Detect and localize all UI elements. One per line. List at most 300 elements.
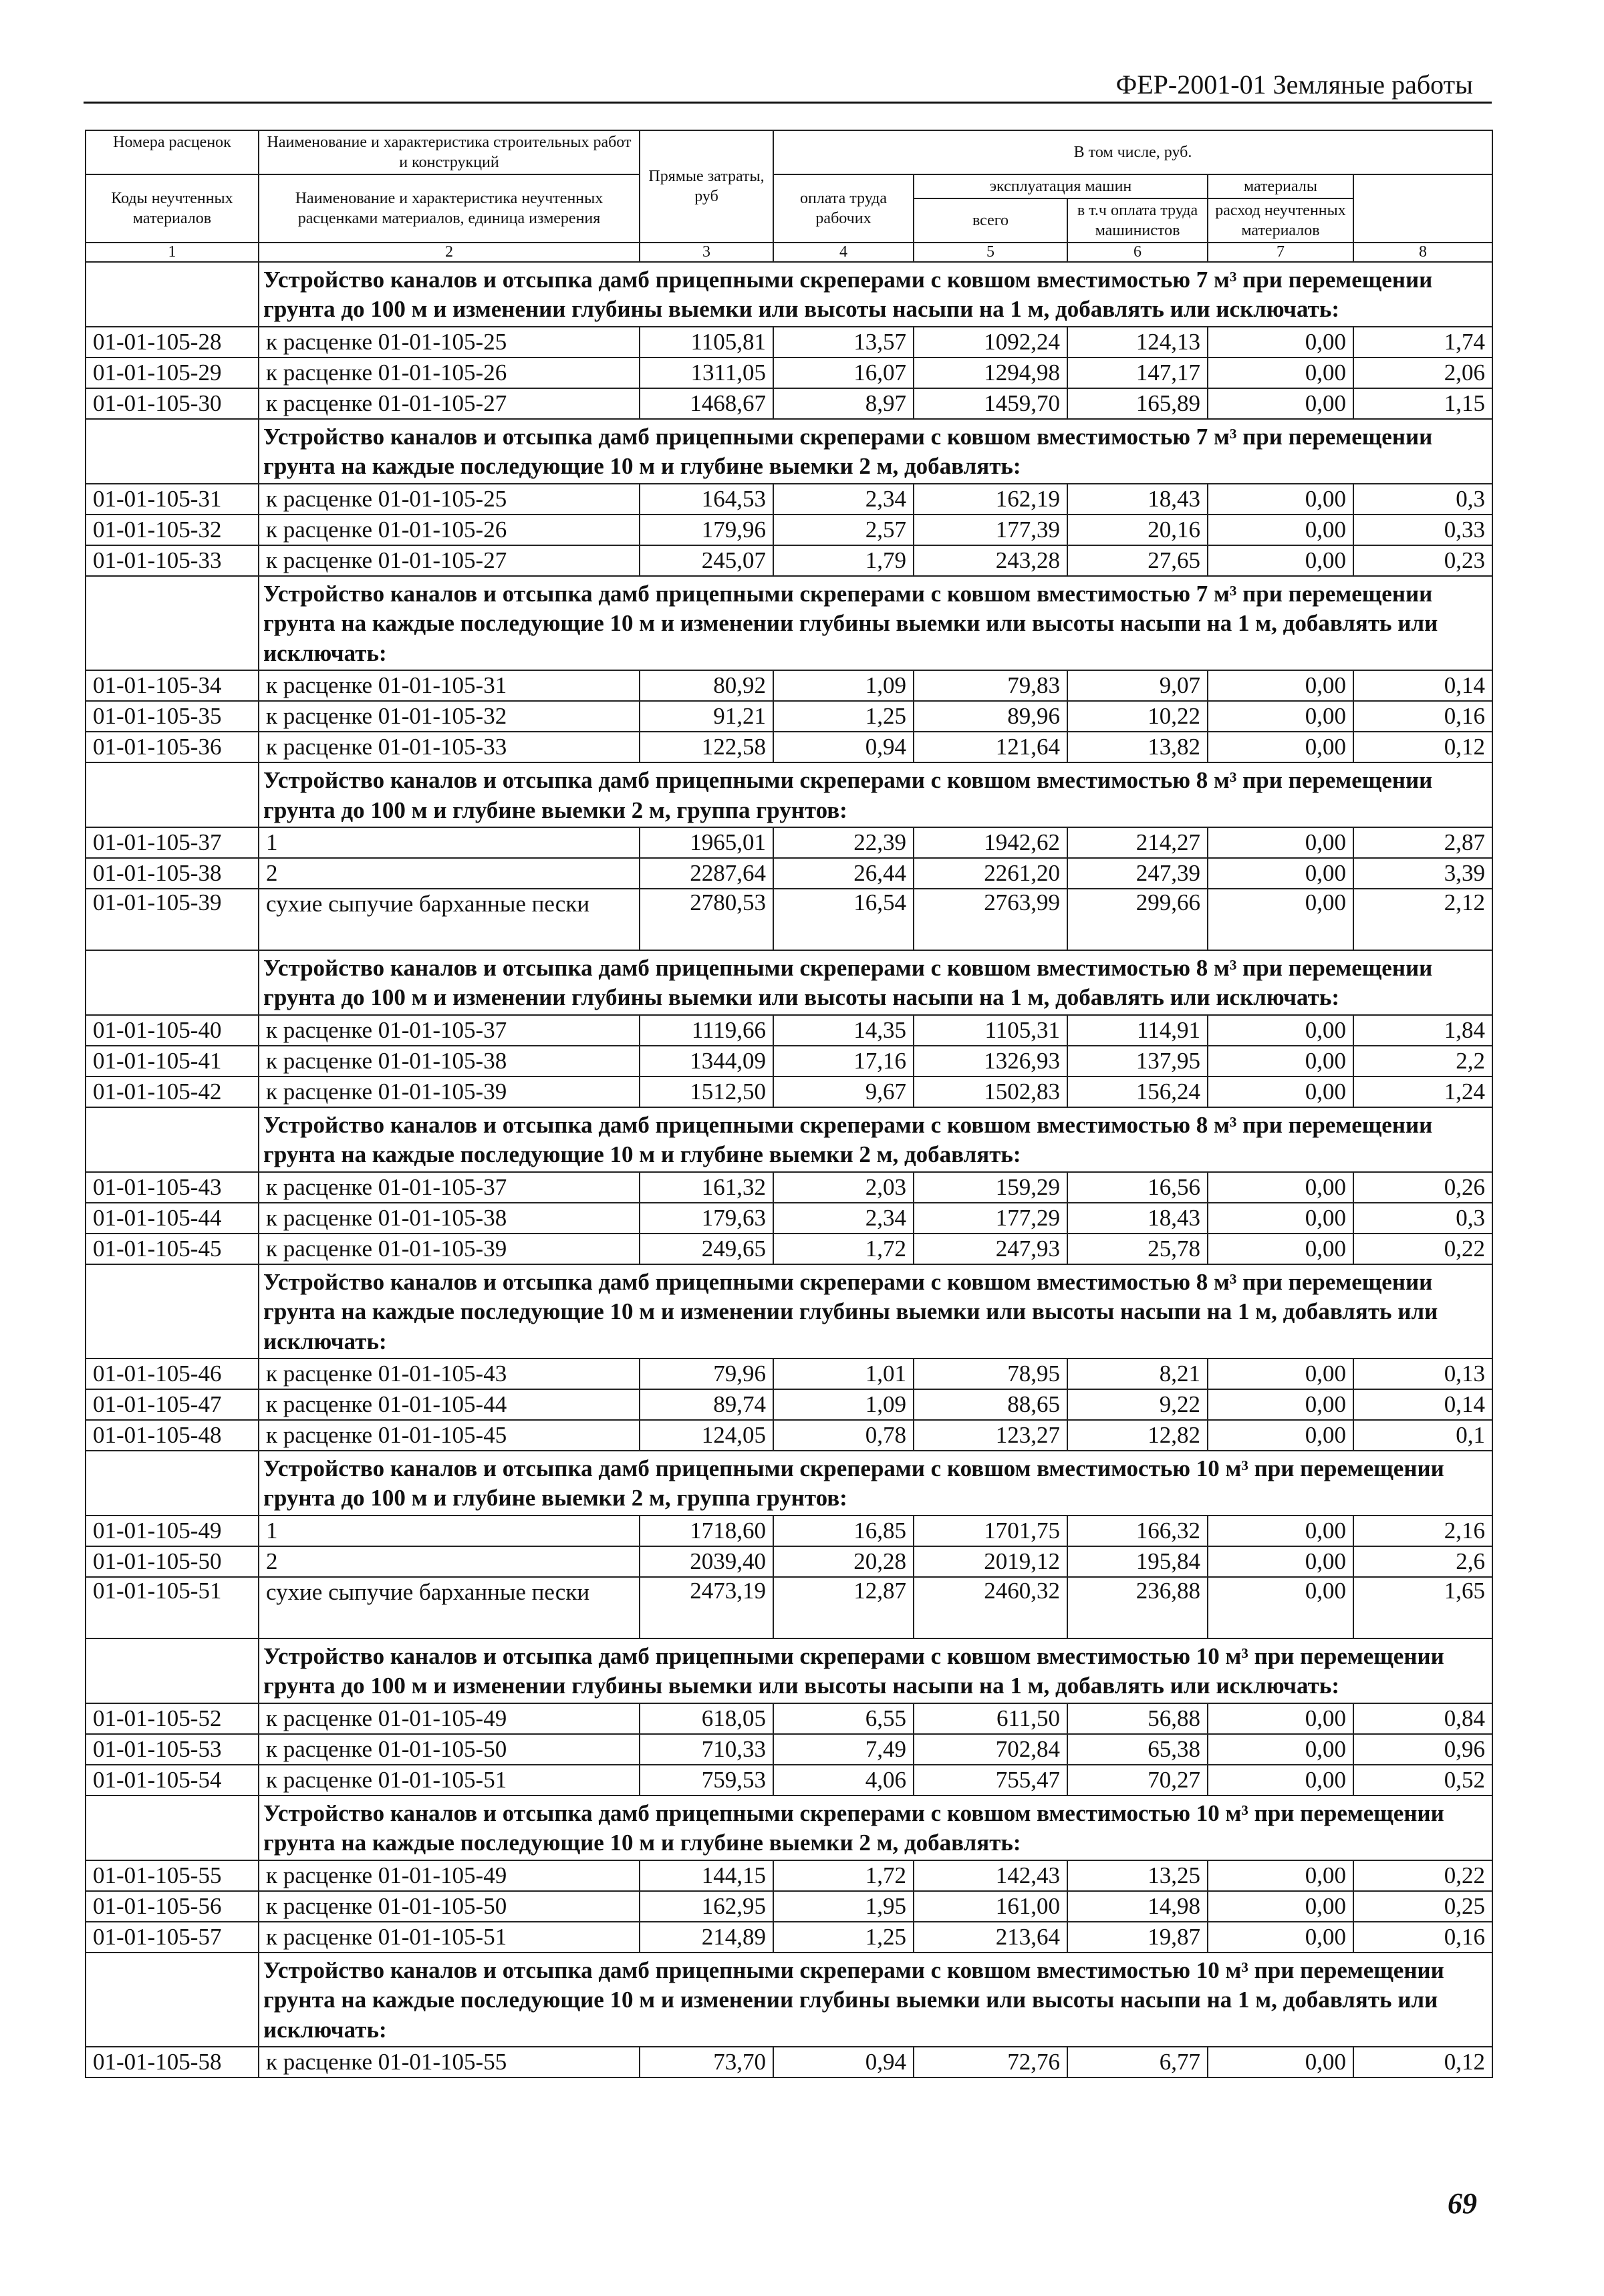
section-code-cell <box>86 762 259 827</box>
section-code-cell <box>86 1264 259 1358</box>
worker-pay: 2,03 <box>773 1172 914 1203</box>
column-number: 8 <box>1353 243 1492 262</box>
direct-costs: 710,33 <box>640 1734 773 1765</box>
table-row <box>86 701 1492 732</box>
rate-code: 01-01-105-52 <box>86 1703 259 1734</box>
machine-total: 142,43 <box>914 1860 1067 1891</box>
column-number: 5 <box>914 243 1067 262</box>
worker-pay: 1,72 <box>773 1234 914 1264</box>
rate-code: 01-01-105-56 <box>86 1891 259 1922</box>
direct-costs: 1105,81 <box>640 327 773 357</box>
operator-pay: 147,17 <box>1067 357 1208 388</box>
operator-pay: 25,78 <box>1067 1234 1208 1264</box>
labor-hours: 2,06 <box>1353 357 1492 388</box>
labor-hours: 0,14 <box>1353 1389 1492 1420</box>
direct-costs: 1311,05 <box>640 357 773 388</box>
worker-pay: 0,94 <box>773 732 914 762</box>
worker-pay: 16,85 <box>773 1516 914 1546</box>
rate-code: 01-01-105-50 <box>86 1546 259 1577</box>
labor-hours: 2,2 <box>1353 1046 1492 1077</box>
section-code-cell <box>86 1107 259 1172</box>
operator-pay: 156,24 <box>1067 1077 1208 1107</box>
table-row <box>86 1516 1492 1546</box>
materials-cost: 0,00 <box>1208 889 1353 950</box>
worker-pay: 1,72 <box>773 1860 914 1891</box>
price-table <box>85 130 1493 2078</box>
labor-hours: 3,39 <box>1353 858 1492 889</box>
rate-code: 01-01-105-37 <box>86 827 259 858</box>
materials-cost: 0,00 <box>1208 327 1353 357</box>
table-row <box>86 545 1492 576</box>
machine-total: 1701,75 <box>914 1516 1067 1546</box>
rate-name: к расценке 01-01-105-38 <box>259 1203 640 1234</box>
table-row <box>86 1734 1492 1765</box>
worker-pay: 2,34 <box>773 484 914 515</box>
section-title: Устройство каналов и отсыпка дамб прицепными скреперами с ковшом вместимостью 8 м³ при перемещении грунта на каждые последующие 10 м и изменении глубины выемки или высоты насыпи на 1 м, добавлять или исключать: <box>259 1264 1492 1358</box>
rate-code: 01-01-105-53 <box>86 1734 259 1765</box>
rate-name: к расценке 01-01-105-50 <box>259 1891 640 1922</box>
rate-code: 01-01-105-28 <box>86 327 259 357</box>
machine-total: 79,83 <box>914 670 1067 701</box>
labor-hours: 1,74 <box>1353 327 1492 357</box>
worker-pay: 4,06 <box>773 1765 914 1796</box>
column-number: 7 <box>1208 243 1353 262</box>
rate-code: 01-01-105-33 <box>86 545 259 576</box>
worker-pay: 2,34 <box>773 1203 914 1234</box>
rate-name: к расценке 01-01-105-37 <box>259 1172 640 1203</box>
machine-total: 88,65 <box>914 1389 1067 1420</box>
machine-total: 2763,99 <box>914 889 1067 950</box>
rate-code: 01-01-105-42 <box>86 1077 259 1107</box>
machine-total: 159,29 <box>914 1172 1067 1203</box>
direct-costs: 2780,53 <box>640 889 773 950</box>
operator-pay: 195,84 <box>1067 1546 1208 1577</box>
direct-costs: 161,32 <box>640 1172 773 1203</box>
header-rate-number: Номера расценок <box>86 130 259 174</box>
machine-total: 213,64 <box>914 1922 1067 1953</box>
machine-total: 89,96 <box>914 701 1067 732</box>
section-title: Устройство каналов и отсыпка дамб прицепными скреперами с ковшом вместимостью 10 м³ при перемещении грунта на каждые последующие 10 м и глубине выемки 2 м, добавлять: <box>259 1796 1492 1860</box>
rate-name: 2 <box>259 858 640 889</box>
materials-cost: 0,00 <box>1208 484 1353 515</box>
labor-hours: 2,6 <box>1353 1546 1492 1577</box>
direct-costs: 91,21 <box>640 701 773 732</box>
direct-costs: 2287,64 <box>640 858 773 889</box>
worker-pay: 26,44 <box>773 858 914 889</box>
section-header-row <box>86 1638 1492 1703</box>
direct-costs: 89,74 <box>640 1389 773 1420</box>
machine-total: 72,76 <box>914 2047 1067 2077</box>
rate-name: сухие сыпучие барханные пески <box>259 889 640 950</box>
operator-pay: 137,95 <box>1067 1046 1208 1077</box>
materials-cost: 0,00 <box>1208 1703 1353 1734</box>
rate-code: 01-01-105-32 <box>86 515 259 545</box>
direct-costs: 162,95 <box>640 1891 773 1922</box>
operator-pay: 12,82 <box>1067 1420 1208 1451</box>
table-row <box>86 357 1492 388</box>
rate-code: 01-01-105-55 <box>86 1860 259 1891</box>
section-header-row <box>86 1451 1492 1516</box>
rate-code: 01-01-105-45 <box>86 1234 259 1264</box>
header-materials: материалы <box>1208 174 1353 198</box>
rate-name: к расценке 01-01-105-55 <box>259 2047 640 2077</box>
rate-name: к расценке 01-01-105-43 <box>259 1358 640 1389</box>
operator-pay: 247,39 <box>1067 858 1208 889</box>
worker-pay: 1,79 <box>773 545 914 576</box>
table-row <box>86 1389 1492 1420</box>
rate-name: к расценке 01-01-105-33 <box>259 732 640 762</box>
rate-code: 01-01-105-30 <box>86 388 259 419</box>
direct-costs: 79,96 <box>640 1358 773 1389</box>
table-row <box>86 1046 1492 1077</box>
labor-hours: 0,33 <box>1353 515 1492 545</box>
machine-total: 1092,24 <box>914 327 1067 357</box>
rate-code: 01-01-105-34 <box>86 670 259 701</box>
section-code-cell <box>86 1638 259 1703</box>
operator-pay: 13,82 <box>1067 732 1208 762</box>
table-row <box>86 1015 1492 1046</box>
operator-pay: 13,25 <box>1067 1860 1208 1891</box>
machine-total: 611,50 <box>914 1703 1067 1734</box>
column-number: 6 <box>1067 243 1208 262</box>
materials-cost: 0,00 <box>1208 357 1353 388</box>
direct-costs: 1344,09 <box>640 1046 773 1077</box>
rate-code: 01-01-105-48 <box>86 1420 259 1451</box>
section-title: Устройство каналов и отсыпка дамб прицепными скреперами с ковшом вместимостью 10 м³ при перемещении грунта на каждые последующие 10 м и изменении глубины выемки или высоты насыпи на 1 м, добавлять или исключать: <box>259 1953 1492 2047</box>
materials-cost: 0,00 <box>1208 1765 1353 1796</box>
direct-costs: 1512,50 <box>640 1077 773 1107</box>
labor-hours: 0,26 <box>1353 1172 1492 1203</box>
labor-hours: 0,14 <box>1353 670 1492 701</box>
materials-cost: 0,00 <box>1208 1203 1353 1234</box>
section-title: Устройство каналов и отсыпка дамб прицепными скреперами с ковшом вместимостью 8 м³ при перемещении грунта до 100 м и изменении глубины выемки или высоты насыпи на 1 м, добавлять или исключать: <box>259 950 1492 1015</box>
table-row <box>86 889 1492 950</box>
worker-pay: 12,87 <box>773 1577 914 1638</box>
table-row <box>86 1891 1492 1922</box>
materials-cost: 0,00 <box>1208 388 1353 419</box>
header-work-name: Наименование и характеристика строительных работ и конструкций <box>259 130 640 174</box>
worker-pay: 13,57 <box>773 327 914 357</box>
section-header-row <box>86 419 1492 484</box>
column-number: 1 <box>86 243 259 262</box>
labor-hours: 0,16 <box>1353 1922 1492 1953</box>
table-row <box>86 1860 1492 1891</box>
materials-cost: 0,00 <box>1208 732 1353 762</box>
direct-costs: 179,96 <box>640 515 773 545</box>
worker-pay: 20,28 <box>773 1546 914 1577</box>
title-rule <box>84 102 1492 104</box>
materials-cost: 0,00 <box>1208 1358 1353 1389</box>
rate-name: к расценке 01-01-105-37 <box>259 1015 640 1046</box>
rate-code: 01-01-105-54 <box>86 1765 259 1796</box>
machine-total: 177,29 <box>914 1203 1067 1234</box>
table-row <box>86 1172 1492 1203</box>
operator-pay: 27,65 <box>1067 545 1208 576</box>
table-row <box>86 1420 1492 1451</box>
section-header-row <box>86 762 1492 827</box>
machine-total: 755,47 <box>914 1765 1067 1796</box>
direct-costs: 1468,67 <box>640 388 773 419</box>
materials-cost: 0,00 <box>1208 1734 1353 1765</box>
direct-costs: 245,07 <box>640 545 773 576</box>
rate-name: к расценке 01-01-105-51 <box>259 1922 640 1953</box>
direct-costs: 759,53 <box>640 1765 773 1796</box>
column-number: 4 <box>773 243 914 262</box>
rate-name: к расценке 01-01-105-27 <box>259 388 640 419</box>
machine-total: 2460,32 <box>914 1577 1067 1638</box>
machine-total: 162,19 <box>914 484 1067 515</box>
rate-name: к расценке 01-01-105-39 <box>259 1077 640 1107</box>
direct-costs: 1119,66 <box>640 1015 773 1046</box>
rate-code: 01-01-105-41 <box>86 1046 259 1077</box>
rate-name: к расценке 01-01-105-31 <box>259 670 640 701</box>
section-code-cell <box>86 950 259 1015</box>
worker-pay: 9,67 <box>773 1077 914 1107</box>
table-row <box>86 670 1492 701</box>
labor-hours: 2,16 <box>1353 1516 1492 1546</box>
machine-total: 1459,70 <box>914 388 1067 419</box>
labor-hours: 1,15 <box>1353 388 1492 419</box>
table-row <box>86 1546 1492 1577</box>
materials-cost: 0,00 <box>1208 827 1353 858</box>
worker-pay: 1,09 <box>773 670 914 701</box>
labor-hours: 0,84 <box>1353 1703 1492 1734</box>
operator-pay: 236,88 <box>1067 1577 1208 1638</box>
section-title: Устройство каналов и отсыпка дамб прицепными скреперами с ковшом вместимостью 7 м³ при перемещении грунта на каждые последующие 10 м и глубине выемки 2 м, добавлять: <box>259 419 1492 484</box>
rate-code: 01-01-105-29 <box>86 357 259 388</box>
section-code-cell <box>86 262 259 327</box>
machine-total: 123,27 <box>914 1420 1067 1451</box>
worker-pay: 1,09 <box>773 1389 914 1420</box>
rate-code: 01-01-105-35 <box>86 701 259 732</box>
labor-hours: 0,1 <box>1353 1420 1492 1451</box>
labor-hours: 0,96 <box>1353 1734 1492 1765</box>
materials-cost: 0,00 <box>1208 1922 1353 1953</box>
section-header-row <box>86 576 1492 670</box>
materials-cost: 0,00 <box>1208 1172 1353 1203</box>
section-header-row <box>86 1953 1492 2047</box>
direct-costs: 73,70 <box>640 2047 773 2077</box>
worker-pay: 1,95 <box>773 1891 914 1922</box>
table-row <box>86 388 1492 419</box>
worker-pay: 17,16 <box>773 1046 914 1077</box>
materials-cost: 0,00 <box>1208 1234 1353 1264</box>
materials-cost: 0,00 <box>1208 1516 1353 1546</box>
machine-total: 1942,62 <box>914 827 1067 858</box>
rate-code: 01-01-105-58 <box>86 2047 259 2077</box>
table-row <box>86 1358 1492 1389</box>
machine-total: 1326,93 <box>914 1046 1067 1077</box>
operator-pay: 16,56 <box>1067 1172 1208 1203</box>
section-header-row <box>86 262 1492 327</box>
materials-cost: 0,00 <box>1208 2047 1353 2077</box>
section-title: Устройство каналов и отсыпка дамб прицепными скреперами с ковшом вместимостью 8 м³ при перемещении грунта на каждые последующие 10 м и глубине выемки 2 м, добавлять: <box>259 1107 1492 1172</box>
header-operator-pay: в т.ч оплата труда машинистов <box>1067 198 1208 243</box>
direct-costs: 1965,01 <box>640 827 773 858</box>
header-machine-operation: эксплуатация машин <box>914 174 1208 198</box>
materials-cost: 0,00 <box>1208 1389 1353 1420</box>
machine-total: 1502,83 <box>914 1077 1067 1107</box>
table-row <box>86 827 1492 858</box>
worker-pay: 1,25 <box>773 1922 914 1953</box>
worker-pay: 1,25 <box>773 701 914 732</box>
operator-pay: 10,22 <box>1067 701 1208 732</box>
document-title: ФЕР-2001-01 Земляные работы <box>1115 69 1473 100</box>
labor-hours: 1,65 <box>1353 1577 1492 1638</box>
table-row <box>86 1203 1492 1234</box>
labor-hours: 0,12 <box>1353 2047 1492 2077</box>
operator-pay: 18,43 <box>1067 484 1208 515</box>
header-worker-pay: оплата труда рабочих <box>773 174 914 243</box>
section-code-cell <box>86 1953 259 2047</box>
labor-hours: 2,87 <box>1353 827 1492 858</box>
table-header <box>86 130 1492 262</box>
machine-total: 1294,98 <box>914 357 1067 388</box>
direct-costs: 164,53 <box>640 484 773 515</box>
worker-pay: 6,55 <box>773 1703 914 1734</box>
rate-code: 01-01-105-47 <box>86 1389 259 1420</box>
machine-total: 243,28 <box>914 545 1067 576</box>
operator-pay: 9,22 <box>1067 1389 1208 1420</box>
rate-name: к расценке 01-01-105-27 <box>259 545 640 576</box>
rate-code: 01-01-105-43 <box>86 1172 259 1203</box>
operator-pay: 20,16 <box>1067 515 1208 545</box>
table-row <box>86 1577 1492 1638</box>
rate-code: 01-01-105-36 <box>86 732 259 762</box>
section-header-row <box>86 1264 1492 1358</box>
worker-pay: 16,54 <box>773 889 914 950</box>
operator-pay: 124,13 <box>1067 327 1208 357</box>
labor-hours: 0,25 <box>1353 1891 1492 1922</box>
worker-pay: 7,49 <box>773 1734 914 1765</box>
labor-hours: 0,3 <box>1353 484 1492 515</box>
table-row <box>86 1077 1492 1107</box>
machine-total: 247,93 <box>914 1234 1067 1264</box>
labor-hours: 0,3 <box>1353 1203 1492 1234</box>
materials-cost: 0,00 <box>1208 1420 1353 1451</box>
rate-name: к расценке 01-01-105-50 <box>259 1734 640 1765</box>
table-row <box>86 732 1492 762</box>
operator-pay: 18,43 <box>1067 1203 1208 1234</box>
operator-pay: 9,07 <box>1067 670 1208 701</box>
operator-pay: 8,21 <box>1067 1358 1208 1389</box>
table-row <box>86 515 1492 545</box>
table-row <box>86 1234 1492 1264</box>
operator-pay: 166,32 <box>1067 1516 1208 1546</box>
machine-total: 177,39 <box>914 515 1067 545</box>
labor-hours: 2,12 <box>1353 889 1492 950</box>
column-number: 3 <box>640 243 773 262</box>
section-header-row <box>86 950 1492 1015</box>
worker-pay: 22,39 <box>773 827 914 858</box>
machine-total: 2261,20 <box>914 858 1067 889</box>
rate-code: 01-01-105-49 <box>86 1516 259 1546</box>
labor-hours: 0,52 <box>1353 1765 1492 1796</box>
table-row <box>86 1922 1492 1953</box>
rate-name: к расценке 01-01-105-45 <box>259 1420 640 1451</box>
column-number: 2 <box>259 243 640 262</box>
worker-pay: 0,94 <box>773 2047 914 2077</box>
materials-cost: 0,00 <box>1208 1546 1353 1577</box>
section-title: Устройство каналов и отсыпка дамб прицепными скреперами с ковшом вместимостью 10 м³ при перемещении грунта до 100 м и глубине выемки 2 м, группа грунтов: <box>259 1451 1492 1516</box>
rate-name: к расценке 01-01-105-26 <box>259 357 640 388</box>
labor-hours: 0,13 <box>1353 1358 1492 1389</box>
rate-code: 01-01-105-44 <box>86 1203 259 1234</box>
labor-hours: 0,12 <box>1353 732 1492 762</box>
rate-code: 01-01-105-46 <box>86 1358 259 1389</box>
materials-cost: 0,00 <box>1208 1077 1353 1107</box>
machine-total: 1105,31 <box>914 1015 1067 1046</box>
table-row <box>86 858 1492 889</box>
labor-hours: 1,24 <box>1353 1077 1492 1107</box>
rate-name: к расценке 01-01-105-26 <box>259 515 640 545</box>
rate-code: 01-01-105-51 <box>86 1577 259 1638</box>
rate-name: к расценке 01-01-105-49 <box>259 1860 640 1891</box>
operator-pay: 6,77 <box>1067 2047 1208 2077</box>
operator-pay: 165,89 <box>1067 388 1208 419</box>
section-code-cell <box>86 1796 259 1860</box>
labor-hours: 0,22 <box>1353 1860 1492 1891</box>
materials-cost: 0,00 <box>1208 670 1353 701</box>
table-row <box>86 1703 1492 1734</box>
section-title: Устройство каналов и отсыпка дамб прицепными скреперами с ковшом вместимостью 8 м³ при перемещении грунта до 100 м и глубине выемки 2 м, группа грунтов: <box>259 762 1492 827</box>
worker-pay: 8,97 <box>773 388 914 419</box>
direct-costs: 80,92 <box>640 670 773 701</box>
rate-name: к расценке 01-01-105-44 <box>259 1389 640 1420</box>
header-unaccounted-materials: расход неучтенных материалов <box>1208 198 1353 243</box>
direct-costs: 124,05 <box>640 1420 773 1451</box>
table-row <box>86 1765 1492 1796</box>
direct-costs: 122,58 <box>640 732 773 762</box>
table-row <box>86 484 1492 515</box>
rate-code: 01-01-105-38 <box>86 858 259 889</box>
materials-cost: 0,00 <box>1208 701 1353 732</box>
rate-name: к расценке 01-01-105-25 <box>259 327 640 357</box>
column-numbers-row <box>86 243 1492 262</box>
rate-code: 01-01-105-40 <box>86 1015 259 1046</box>
worker-pay: 16,07 <box>773 357 914 388</box>
labor-hours: 0,22 <box>1353 1234 1492 1264</box>
direct-costs: 618,05 <box>640 1703 773 1734</box>
direct-costs: 2039,40 <box>640 1546 773 1577</box>
section-title: Устройство каналов и отсыпка дамб прицепными скреперами с ковшом вместимостью 7 м³ при перемещении грунта на каждые последующие 10 м и изменении глубины выемки или высоты насыпи на 1 м, добавлять или исключать: <box>259 576 1492 670</box>
section-code-cell <box>86 576 259 670</box>
operator-pay: 114,91 <box>1067 1015 1208 1046</box>
rate-code: 01-01-105-31 <box>86 484 259 515</box>
rate-name: к расценке 01-01-105-32 <box>259 701 640 732</box>
section-title: Устройство каналов и отсыпка дамб прицепными скреперами с ковшом вместимостью 7 м³ при перемещении грунта до 100 м и изменении глубины выемки или высоты насыпи на 1 м, добавлять или исключать: <box>259 262 1492 327</box>
rate-name: сухие сыпучие барханные пески <box>259 1577 640 1638</box>
materials-cost: 0,00 <box>1208 515 1353 545</box>
operator-pay: 214,27 <box>1067 827 1208 858</box>
machine-total: 121,64 <box>914 732 1067 762</box>
materials-cost: 0,00 <box>1208 1046 1353 1077</box>
materials-cost: 0,00 <box>1208 858 1353 889</box>
page-number: 69 <box>1448 2187 1477 2220</box>
machine-total: 78,95 <box>914 1358 1067 1389</box>
operator-pay: 65,38 <box>1067 1734 1208 1765</box>
rate-name: к расценке 01-01-105-49 <box>259 1703 640 1734</box>
machine-total: 161,00 <box>914 1891 1067 1922</box>
section-header-row <box>86 1796 1492 1860</box>
section-code-cell <box>86 419 259 484</box>
direct-costs: 214,89 <box>640 1922 773 1953</box>
section-code-cell <box>86 1451 259 1516</box>
direct-costs: 179,63 <box>640 1203 773 1234</box>
direct-costs: 1718,60 <box>640 1516 773 1546</box>
worker-pay: 0,78 <box>773 1420 914 1451</box>
materials-cost: 0,00 <box>1208 545 1353 576</box>
